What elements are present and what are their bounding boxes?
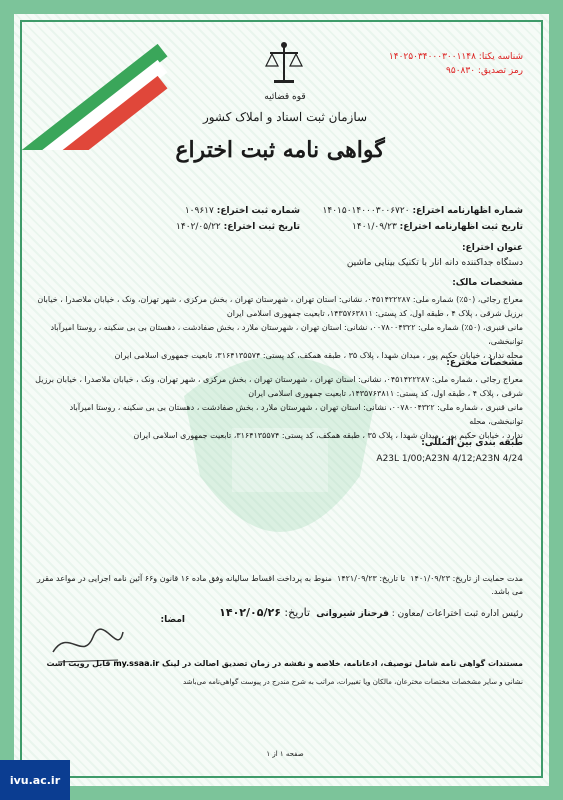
footer-link[interactable]: my.ssaa.ir [113, 659, 160, 668]
verify-code-row [313, 66, 523, 76]
footer-line-1 [33, 657, 523, 670]
protection-to-label: تا تاریخ: [379, 574, 406, 583]
protection-label: مدت حمایت از تاریخ: [452, 574, 523, 583]
footer-text-end: قابل رویت است [46, 659, 111, 668]
owners-block [33, 293, 523, 363]
inventor-line: مانی قنبری ، شماره ملی: ۰۰۷۸۰۰۴۳۲۲، نشانی: استان تهران ، شهرستان ملارد ، بخش صفادشت ، دهستان بی بی سکینه ، روستا امیرآباد توانبخشی، محله [69, 403, 523, 426]
registration-date-value: ۱۴۰۲/۰۵/۲۲ [176, 222, 221, 232]
org-top-text: قوه قضائیه [264, 92, 306, 102]
inventor-line: ندارد ، خیابان حکیم پور ، میدان شهدا ، پلاک ۳۵ ، طبقه همکف، کد پستی: ۳۱۶۴۱۳۵۵۷۴، تابعیت جمهوری اسلامی ایران [133, 431, 523, 440]
protection-to: ۱۴۲۱/۰۹/۲۳ [337, 574, 377, 583]
judiciary-scales-icon [262, 40, 306, 90]
declaration-number-value: ۱۴۰۱۵۰۱۴۰۰۰۳۰۰۶۷۲۰ [322, 206, 410, 216]
org-name: سازمان ثبت اسناد و املاک کشور [202, 110, 368, 124]
iran-flag-ribbon [8, 30, 178, 150]
classification-value: A23L 1/00;A23N 4/12;A23N 4/24 [376, 454, 523, 464]
head-label: رئیس اداره ثبت اختراعات /معاون : [391, 609, 523, 619]
inventor-line: معراج رجائی ، شماره ملی: ۰۴۵۱۴۲۲۲۸۷، نشانی: استان تهران ، شهرستان تهران ، بخش مرکزی ، شهر تهران، ونک ، خیابان ملاصدرا ، خیابان برزیل [35, 375, 523, 384]
owner-line: معراج رجائی، (۵۰٪) شماره ملی: ۰۴۵۱۴۲۲۲۸۷، نشانی: استان تهران ، شهرستان تهران ، بخش مرکزی ، شهر تهران، ونک ، خیابان ملاصدرا ، خیابان [37, 295, 523, 304]
registration-date-label: تاریخ ثبت اختراع: [223, 222, 300, 232]
owner-line: مانی قنبری، (۵۰٪) شماره ملی: ۰۰۷۸۰۰۴۳۲۲، نشانی: استان تهران ، شهرستان ملارد ، بخش صفادشت ، دهستان بی بی سکینه ، روستا امیرآباد توانبخشی، [50, 323, 523, 346]
invention-title-label: عنوان اختراع: [461, 243, 523, 253]
declaration-date-label: تاریخ ثبت اظهارنامه اختراع: [399, 222, 523, 232]
declaration-date-value: ۱۴۰۱/۰۹/۲۳ [352, 222, 397, 232]
unique-id-value: ۱۴۰۲۵۰۳۴۰۰۰۳۰۰۱۱۴۸ [388, 52, 476, 62]
protection-from: ۱۴۰۱/۰۹/۲۳ [410, 574, 451, 583]
certificate-title: گواهی نامه ثبت اختراع [175, 137, 385, 163]
declaration-number-label: شماره اظهارنامه اختراع: [412, 206, 523, 216]
inventors-block [33, 373, 523, 443]
sign-date-row [190, 606, 310, 619]
footer-text: مستندات گواهی نامه شامل توصیف، ادعانامه، خلاصه و نقشه در زمان تصدیق اصالت در لینک [162, 659, 523, 668]
owners-label: مشخصات مالک: [452, 278, 523, 288]
sign-date-value: ۱۴۰۲/۰۵/۲۶ [219, 606, 281, 619]
invention-title-value: دستگاه جداکننده دانه انار با تکنیک بینایی ماشین [346, 258, 523, 268]
registration-number-value: ۱۰۹۶۱۷ [184, 206, 214, 216]
registration-number-label: شماره ثبت اختراع: [216, 206, 300, 216]
inventor-line: شرقی ، پلاک ۴ ، طبقه اول، کد پستی: ۱۴۳۵۷۶۳۸۱۱، تابعیت جمهوری اسلامی ایران [248, 389, 523, 398]
owner-line: محله ندارد ، خیابان حکیم پور ، میدان شهدا ، پلاک ۳۵ ، طبقه همکف، کد پستی: ۳۱۶۴۱۳۵۵۷۴، تابعیت جمهوری اسلامی ایران [114, 351, 523, 360]
protection-row [33, 572, 523, 598]
unique-id-label: شناسه یکتا: [478, 52, 523, 62]
unique-id-row [313, 52, 523, 62]
sign-label: امضا: [160, 615, 185, 625]
classification-label: طبقه بندی بین المللی: [421, 438, 523, 448]
protection-note: منوط به پرداخت اقساط سالیانه وفق ماده ۱۶ قانون و۶۶ آئین نامه اجرایی در مواعد مقرر می باشد. [36, 574, 523, 596]
ivu-logo-text: ivu.ac.ir [9, 773, 61, 787]
inventors-label: مشخصات مخترع: [446, 358, 523, 368]
ivu-logo[interactable] [0, 760, 70, 800]
verify-code-value: ۹۵۰۸۳۰ [446, 66, 476, 76]
page-number: صفحه ۱ از ۱ [266, 750, 304, 758]
head-name: فرحناز شیروانی [316, 609, 389, 619]
footer-line-2: نشانی و سایر مشخصات مختصات مخترعان، مالکان ویا تغییرات، مراتب به شرح مندرج در پیوست گواهی‌نامه می‌باشد [182, 678, 523, 686]
verify-code-label: رمز تصدیق: [477, 66, 523, 76]
owner-line: برزیل شرقی ، پلاک ۴ ، طبقه اول، کد پستی: ۱۴۳۵۷۶۳۸۱۱، تابعیت جمهوری اسلامی ایران [226, 309, 523, 318]
sign-date-label: تاریخ: [284, 606, 310, 619]
